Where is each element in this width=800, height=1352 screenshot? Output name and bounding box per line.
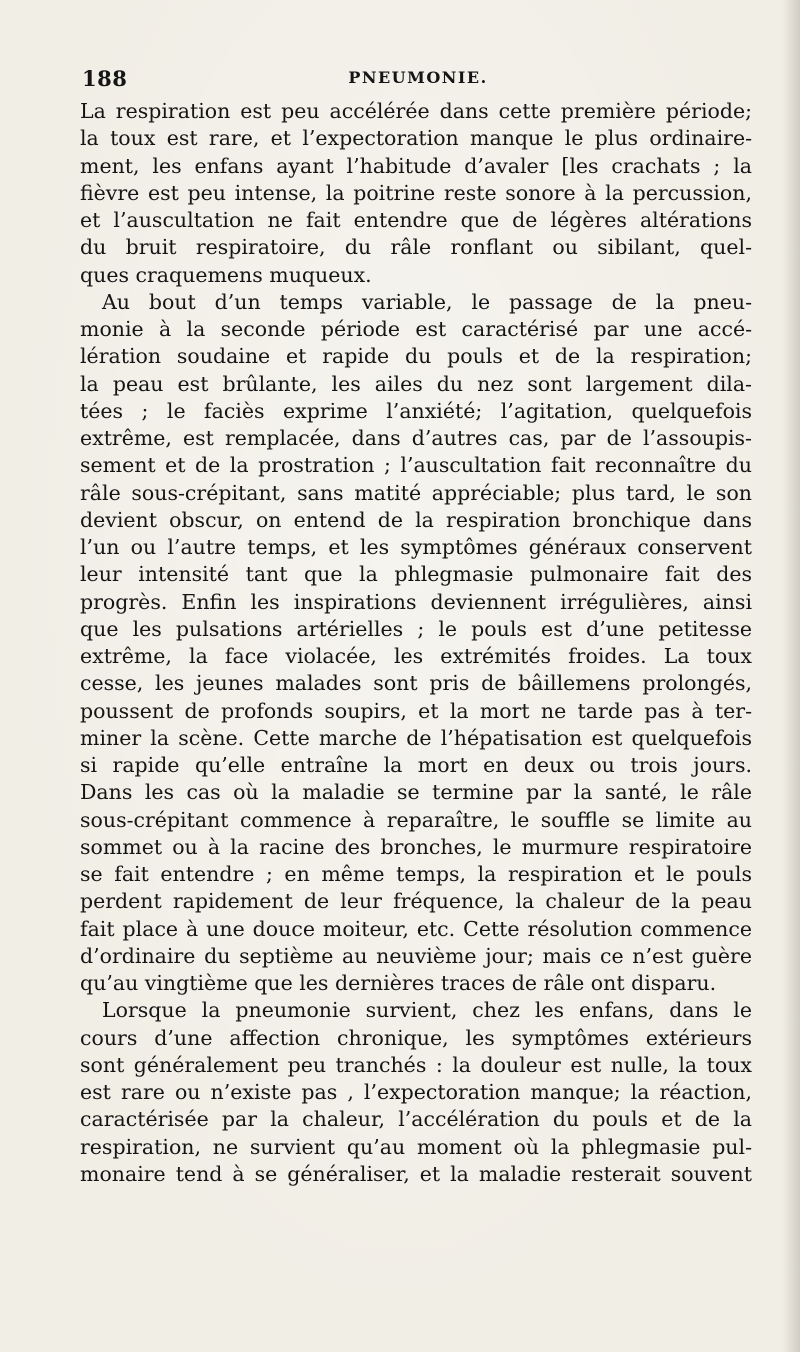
text-line: Au bout d’un temps variable, le passage de la pneu- xyxy=(102,289,752,314)
page-edge-shadow xyxy=(782,0,800,1352)
text-line: progrès. Enfin les inspirations deviennent irrégulières, ainsi xyxy=(80,589,752,614)
text-line: l’un ou l’autre temps, et les symptômes généraux conservent xyxy=(80,535,752,559)
text-line: ques craquemens muqueux. xyxy=(80,262,372,287)
text-line: que les pulsations artérielles ; le pouls est d’une petitesse xyxy=(80,616,752,641)
text-line: devient obscur, on entend de la respiration bronchique dans xyxy=(80,507,752,532)
text-line: la toux est rare, et l’expectoration manque le plus ordinaire- xyxy=(80,126,752,151)
text-line: ment, les enfans ayant l’habitude d’avaler [les crachats ; la xyxy=(80,153,752,178)
body-text xyxy=(80,98,752,1188)
text-line: qu’au vingtième que les dernières traces de râle ont disparu. xyxy=(80,971,717,995)
text-line: Dans les cas où la maladie se termine par la santé, le râle xyxy=(80,780,752,805)
text-line: extrême, est remplacée, dans d’autres cas, par de l’assoupis- xyxy=(80,426,752,450)
page-number: 188 xyxy=(82,66,128,91)
text-line: d’ordinaire du septième au neuvième jour; mais ce n’est guère xyxy=(80,943,752,968)
text-line: se fait entendre ; en même temps, la respiration et le pouls xyxy=(80,862,752,886)
text-line: monaire tend à se généraliser, et la maladie resterait souvent xyxy=(80,1161,752,1186)
text-line: leur intensité tant que la phlegmasie pulmonaire fait des xyxy=(80,562,752,587)
text-line: poussent de profonds soupirs, et la mort ne tarde pas à ter- xyxy=(80,698,752,723)
text-line: cours d’une affection chronique, les symptômes extérieurs xyxy=(80,1025,752,1050)
text-line: perdent rapidement de leur fréquence, la chaleur de la peau xyxy=(80,889,752,914)
text-line: monie à la seconde période est caractérisé par une accé- xyxy=(80,317,752,341)
text-line: La respiration est peu accélérée dans cette première période; xyxy=(80,99,752,123)
text-line: est rare ou n’existe pas , l’expectoration manque; la réaction, xyxy=(80,1080,752,1104)
text-line: tées ; le faciès exprime l’anxiété; l’agitation, quelquefois xyxy=(80,398,752,423)
text-line: la peau est brûlante, les ailes du nez sont largement dila- xyxy=(80,371,752,396)
text-line: râle sous-crépitant, sans matité appréciable; plus tard, le son xyxy=(80,480,752,505)
text-line: miner la scène. Cette marche de l’hépatisation est quelquefois xyxy=(80,725,752,750)
text-line: respiration, ne survient qu’au moment où la phlegmasie pul- xyxy=(80,1134,752,1159)
text-line: Lorsque la pneumonie survient, chez les enfans, dans le xyxy=(102,998,752,1023)
text-line: cesse, les jeunes malades sont pris de bâillemens prolongés, xyxy=(80,671,752,696)
running-head xyxy=(82,66,754,96)
text-line: extrême, la face violacée, les extrémités froides. La toux xyxy=(80,644,752,668)
text-line: caractérisée par la chaleur, l’accélération du pouls et de la xyxy=(80,1107,752,1132)
text-line: fait place à une douce moiteur, etc. Cette résolution commence xyxy=(80,916,752,941)
text-line: sement et de la prostration ; l’auscultation fait reconnaître du xyxy=(80,453,752,478)
text-line: sous-crépitant commence à reparaître, le souffle se limite au xyxy=(80,807,752,832)
text-line: lération soudaine et rapide du pouls et de la respiration; xyxy=(80,344,752,369)
text-line: fièvre est peu intense, la poitrine reste sonore à la percussion, xyxy=(80,180,752,205)
text-line: du bruit respiratoire, du râle ronflant ou sibilant, quel- xyxy=(80,235,752,260)
text-line: sommet ou à la racine des bronches, le murmure respiratoire xyxy=(80,834,752,859)
text-line: sont généralement peu tranchés : la douleur est nulle, la toux xyxy=(80,1052,752,1077)
text-line: et l’auscultation ne fait entendre que de légères altérations xyxy=(80,208,752,232)
running-title: PNEUMONIE. xyxy=(348,68,488,87)
text-line: si rapide qu’elle entraîne la mort en deux ou trois jours. xyxy=(80,753,752,777)
